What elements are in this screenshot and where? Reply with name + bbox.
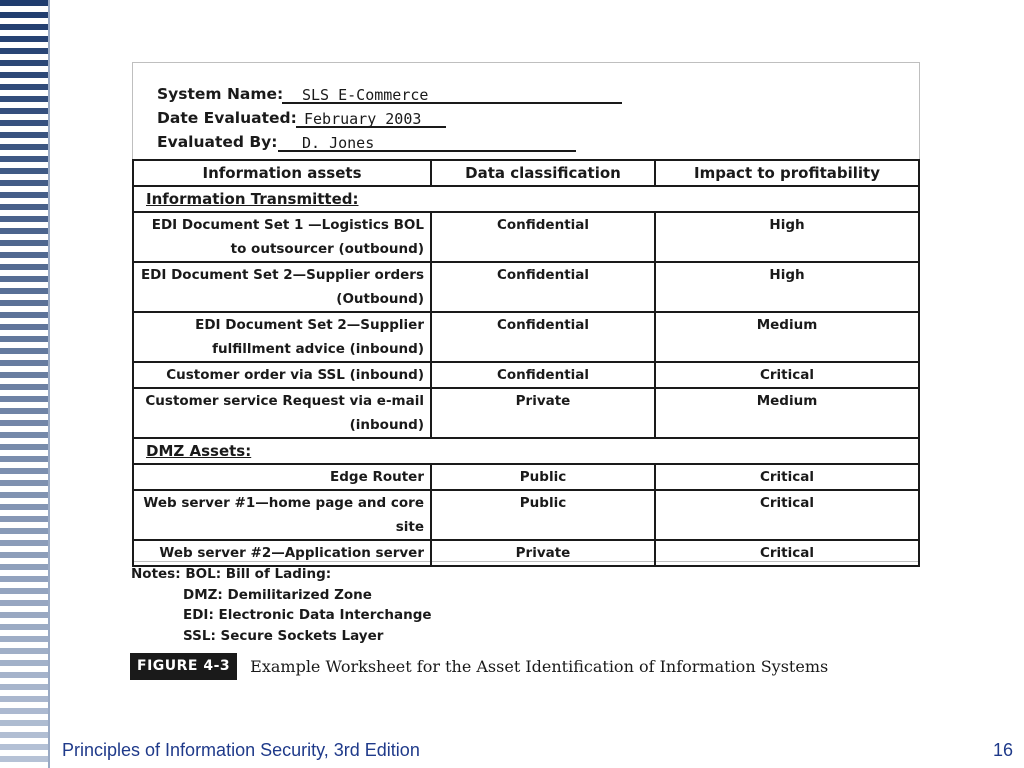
decorative-stripe bbox=[0, 528, 48, 534]
decorative-stripe bbox=[0, 372, 48, 378]
decorative-stripe bbox=[0, 576, 48, 582]
decorative-stripe bbox=[0, 480, 48, 486]
evaluated-by-value: D. Jones bbox=[278, 134, 576, 152]
impact-cell: Critical bbox=[655, 362, 919, 388]
decorative-stripe bbox=[0, 168, 48, 174]
note-item: DMZ: Demilitarized Zone bbox=[183, 586, 372, 603]
date-evaluated-label: Date Evaluated: bbox=[157, 109, 297, 127]
asset-name-line: Customer order via SSL (inbound) bbox=[166, 367, 424, 383]
impact-cell: High bbox=[655, 212, 919, 262]
asset-cell bbox=[133, 212, 431, 262]
notes-block bbox=[131, 564, 432, 646]
decorative-stripe bbox=[0, 192, 48, 198]
impact-cell: Critical bbox=[655, 540, 919, 566]
decorative-stripe bbox=[0, 516, 48, 522]
asset-name-line: EDI Document Set 1 —Logistics BOL bbox=[151, 217, 424, 233]
asset-name-line: fulfillment advice (inbound) bbox=[212, 341, 424, 357]
footer-book-title: Principles of Information Security, 3rd Edition bbox=[62, 740, 420, 760]
table-row bbox=[133, 312, 919, 362]
table-row bbox=[133, 490, 919, 540]
decorative-stripe bbox=[0, 240, 48, 246]
decorative-stripe bbox=[0, 264, 48, 270]
section-header-row bbox=[133, 186, 919, 212]
decorative-stripe bbox=[0, 756, 48, 762]
figure-caption bbox=[130, 653, 828, 680]
asset-cell bbox=[133, 388, 431, 438]
decorative-stripe bbox=[0, 156, 48, 162]
decorative-stripe bbox=[0, 504, 48, 510]
decorative-stripe bbox=[0, 48, 48, 54]
asset-cell bbox=[133, 490, 431, 540]
table-header-row bbox=[133, 160, 919, 186]
decorative-stripe bbox=[0, 204, 48, 210]
decorative-stripe bbox=[0, 108, 48, 114]
decorative-stripe bbox=[0, 60, 48, 66]
classification-cell: Confidential bbox=[431, 262, 655, 312]
decorative-stripe bbox=[0, 720, 48, 726]
decorative-stripe-bar bbox=[0, 0, 48, 768]
decorative-stripe bbox=[0, 24, 48, 30]
figure-caption-text: Example Worksheet for the Asset Identification of Information Systems bbox=[250, 657, 829, 676]
asset-cell bbox=[133, 262, 431, 312]
decorative-stripe bbox=[0, 588, 48, 594]
asset-name-line: to outsourcer (outbound) bbox=[230, 241, 424, 257]
decorative-stripe bbox=[0, 216, 48, 222]
decorative-stripe bbox=[0, 36, 48, 42]
asset-cell bbox=[133, 312, 431, 362]
system-name-label: System Name: bbox=[157, 85, 284, 103]
table-row bbox=[133, 262, 919, 312]
asset-cell bbox=[133, 362, 431, 388]
decorative-stripe bbox=[0, 444, 48, 450]
classification-cell: Private bbox=[431, 540, 655, 566]
table-row bbox=[133, 362, 919, 388]
decorative-stripe bbox=[0, 132, 48, 138]
column-header-data-classification: Data classification bbox=[431, 160, 655, 186]
asset-name-line: Customer service Request via e-mail bbox=[145, 393, 424, 409]
decorative-stripe bbox=[0, 696, 48, 702]
section-title: DMZ Assets: bbox=[146, 442, 252, 460]
decorative-stripe bbox=[0, 708, 48, 714]
decorative-stripe bbox=[0, 540, 48, 546]
decorative-stripe bbox=[0, 144, 48, 150]
system-name-value: SLS E-Commerce bbox=[282, 86, 622, 104]
section-header-row bbox=[133, 438, 919, 464]
decorative-stripe bbox=[0, 180, 48, 186]
decorative-stripe bbox=[0, 84, 48, 90]
decorative-stripe bbox=[0, 660, 48, 666]
decorative-stripe bbox=[0, 336, 48, 342]
table-row bbox=[133, 540, 919, 566]
decorative-stripe bbox=[0, 300, 48, 306]
decorative-stripe bbox=[0, 276, 48, 282]
decorative-stripe bbox=[0, 12, 48, 18]
table-row bbox=[133, 212, 919, 262]
column-header-impact-to-profitability: Impact to profitability bbox=[655, 160, 919, 186]
decorative-stripe bbox=[0, 96, 48, 102]
classification-cell: Public bbox=[431, 464, 655, 490]
decorative-stripe bbox=[0, 120, 48, 126]
decorative-stripe bbox=[0, 312, 48, 318]
decorative-stripe bbox=[0, 684, 48, 690]
decorative-stripe bbox=[0, 564, 48, 570]
decorative-stripe bbox=[0, 456, 48, 462]
decorative-stripe bbox=[0, 360, 48, 366]
asset-name-line: Web server #2—Application server bbox=[159, 545, 424, 561]
impact-cell: Medium bbox=[655, 312, 919, 362]
date-evaluated-value: February 2003 bbox=[296, 110, 446, 128]
decorative-stripe bbox=[0, 636, 48, 642]
decorative-stripe bbox=[0, 0, 48, 6]
asset-name-line: EDI Document Set 2—Supplier orders bbox=[140, 267, 424, 283]
decorative-stripe bbox=[0, 648, 48, 654]
decorative-stripe bbox=[0, 672, 48, 678]
asset-name-line: Edge Router bbox=[330, 469, 424, 485]
classification-cell: Confidential bbox=[431, 312, 655, 362]
impact-cell: High bbox=[655, 262, 919, 312]
asset-worksheet-table bbox=[132, 159, 920, 567]
evaluated-by-label: Evaluated By: bbox=[157, 133, 278, 151]
decorative-stripe bbox=[0, 72, 48, 78]
asset-name-line: (inbound) bbox=[349, 417, 424, 433]
asset-cell bbox=[133, 540, 431, 566]
note-item: EDI: Electronic Data Interchange bbox=[183, 607, 432, 623]
classification-cell: Private bbox=[431, 388, 655, 438]
classification-cell: Confidential bbox=[431, 212, 655, 262]
notes-heading: Notes: bbox=[131, 566, 181, 582]
section-title: Information Transmitted: bbox=[146, 190, 359, 208]
classification-cell: Public bbox=[431, 490, 655, 540]
decorative-stripe bbox=[0, 288, 48, 294]
decorative-stripe bbox=[0, 600, 48, 606]
decorative-stripe bbox=[0, 432, 48, 438]
decorative-stripe bbox=[0, 408, 48, 414]
figure-label: FIGURE 4-3 bbox=[130, 653, 237, 680]
classification-cell: Confidential bbox=[431, 362, 655, 388]
decorative-stripe bbox=[0, 396, 48, 402]
asset-name-line: Web server #1—home page and core bbox=[143, 495, 424, 511]
decorative-stripe bbox=[0, 420, 48, 426]
table-row bbox=[133, 464, 919, 490]
decorative-stripe bbox=[0, 624, 48, 630]
table-row bbox=[133, 388, 919, 438]
decorative-stripe bbox=[0, 612, 48, 618]
asset-cell bbox=[133, 464, 431, 490]
impact-cell: Critical bbox=[655, 490, 919, 540]
decorative-stripe bbox=[0, 468, 48, 474]
asset-name-line: EDI Document Set 2—Supplier bbox=[195, 317, 424, 333]
asset-name-line: (Outbound) bbox=[336, 291, 424, 307]
note-item: SSL: Secure Sockets Layer bbox=[183, 627, 384, 644]
decorative-stripe bbox=[0, 732, 48, 738]
decorative-stripe bbox=[0, 324, 48, 330]
decorative-stripe bbox=[0, 348, 48, 354]
asset-name-line: site bbox=[395, 519, 424, 535]
decorative-stripe bbox=[0, 552, 48, 558]
impact-cell: Critical bbox=[655, 464, 919, 490]
decorative-stripe bbox=[0, 744, 48, 750]
decorative-stripe bbox=[0, 384, 48, 390]
column-header-information-assets: Information assets bbox=[133, 160, 431, 186]
decorative-stripe bbox=[0, 228, 48, 234]
decorative-stripe bbox=[0, 252, 48, 258]
decorative-stripe bbox=[0, 492, 48, 498]
note-item: BOL: Bill of Lading: bbox=[185, 566, 332, 582]
footer-page-number: 16 bbox=[992, 740, 1013, 760]
impact-cell: Medium bbox=[655, 388, 919, 438]
